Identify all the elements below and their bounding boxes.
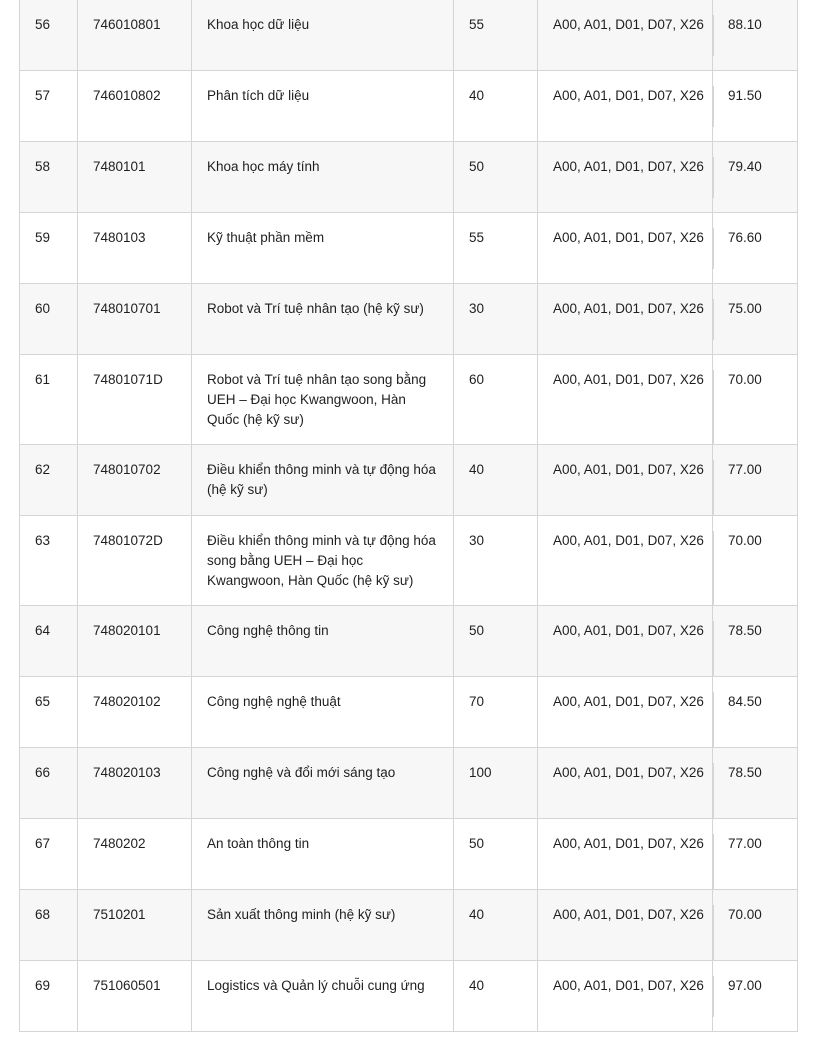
program-name-cell: Điều khiển thông minh và tự động hóa song bằng UEH – Đại học Kwangwoon, Hàn Quốc (hệ kỹ sư) [192,516,454,606]
row-number-cell: 62 [20,445,78,516]
table-row [20,213,798,284]
score-cell: 97.00 [713,961,798,1032]
score-cell: 70.00 [713,516,798,606]
row-number-cell: 64 [20,606,78,677]
quota-cell: 55 [454,213,538,284]
score-cell: 78.50 [713,748,798,819]
program-name-cell: An toàn thông tin [192,819,454,890]
subject-combination-cell: A00, A01, D01, D07, X26 [538,213,713,284]
score-cell: 77.00 [713,445,798,516]
program-name-cell: Robot và Trí tuệ nhân tạo (hệ kỹ sư) [192,284,454,355]
program-code-cell: 7480101 [78,142,192,213]
subject-combination-cell: A00, A01, D01, D07, X26 [538,677,713,748]
quota-cell: 50 [454,819,538,890]
quota-cell: 50 [454,142,538,213]
score-cell: 77.00 [713,819,798,890]
subject-combination-cell: A00, A01, D01, D07, X26 [538,961,713,1032]
program-code-cell: 74801071D [78,355,192,445]
table-row [20,890,798,961]
quota-cell: 40 [454,890,538,961]
admission-scores-table [19,0,798,1032]
program-code-cell: 7480202 [78,819,192,890]
score-cell: 79.40 [713,142,798,213]
table-body [20,0,798,1032]
table-row [20,748,798,819]
program-code-cell: 74801072D [78,516,192,606]
program-name-cell: Công nghệ thông tin [192,606,454,677]
subject-combination-cell: A00, A01, D01, D07, X26 [538,0,713,71]
program-name-cell: Khoa học máy tính [192,142,454,213]
subject-combination-cell: A00, A01, D01, D07, X26 [538,142,713,213]
row-number-cell: 66 [20,748,78,819]
subject-combination-cell: A00, A01, D01, D07, X26 [538,748,713,819]
score-cell: 70.00 [713,355,798,445]
score-cell: 84.50 [713,677,798,748]
program-code-cell: 746010802 [78,71,192,142]
score-cell: 70.00 [713,890,798,961]
program-name-cell: Công nghệ và đổi mới sáng tạo [192,748,454,819]
score-cell: 76.60 [713,213,798,284]
table-row [20,0,798,71]
table-row [20,516,798,606]
score-cell: 75.00 [713,284,798,355]
row-number-cell: 65 [20,677,78,748]
row-number-cell: 56 [20,0,78,71]
table-row [20,961,798,1032]
subject-combination-cell: A00, A01, D01, D07, X26 [538,890,713,961]
subject-combination-cell: A00, A01, D01, D07, X26 [538,516,713,606]
program-code-cell: 7480103 [78,213,192,284]
row-number-cell: 68 [20,890,78,961]
subject-combination-cell: A00, A01, D01, D07, X26 [538,71,713,142]
quota-cell: 30 [454,516,538,606]
row-number-cell: 61 [20,355,78,445]
row-number-cell: 67 [20,819,78,890]
subject-combination-cell: A00, A01, D01, D07, X26 [538,606,713,677]
program-code-cell: 748010702 [78,445,192,516]
program-name-cell: Điều khiển thông minh và tự động hóa (hệ kỹ sư) [192,445,454,516]
program-code-cell: 748020102 [78,677,192,748]
quota-cell: 30 [454,284,538,355]
score-cell: 78.50 [713,606,798,677]
row-number-cell: 58 [20,142,78,213]
row-number-cell: 57 [20,71,78,142]
program-name-cell: Khoa học dữ liệu [192,0,454,71]
program-name-cell: Công nghệ nghệ thuật [192,677,454,748]
table-row [20,445,798,516]
subject-combination-cell: A00, A01, D01, D07, X26 [538,819,713,890]
subject-combination-cell: A00, A01, D01, D07, X26 [538,445,713,516]
quota-cell: 55 [454,0,538,71]
program-name-cell: Kỹ thuật phần mềm [192,213,454,284]
table-row [20,355,798,445]
program-code-cell: 746010801 [78,0,192,71]
quota-cell: 40 [454,71,538,142]
program-name-cell: Logistics và Quản lý chuỗi cung ứng [192,961,454,1032]
program-code-cell: 748020103 [78,748,192,819]
program-code-cell: 748020101 [78,606,192,677]
quota-cell: 60 [454,355,538,445]
quota-cell: 50 [454,606,538,677]
table-row [20,284,798,355]
quota-cell: 100 [454,748,538,819]
subject-combination-cell: A00, A01, D01, D07, X26 [538,284,713,355]
table-row [20,71,798,142]
table-row [20,677,798,748]
table-row [20,606,798,677]
subject-combination-cell: A00, A01, D01, D07, X26 [538,355,713,445]
row-number-cell: 69 [20,961,78,1032]
quota-cell: 40 [454,961,538,1032]
row-number-cell: 59 [20,213,78,284]
program-name-cell: Phân tích dữ liệu [192,71,454,142]
row-number-cell: 60 [20,284,78,355]
program-code-cell: 7510201 [78,890,192,961]
quota-cell: 70 [454,677,538,748]
score-cell: 91.50 [713,71,798,142]
table-row [20,142,798,213]
quota-cell: 40 [454,445,538,516]
admission-scores-table-wrapper [19,0,797,1032]
program-code-cell: 751060501 [78,961,192,1032]
row-number-cell: 63 [20,516,78,606]
table-row [20,819,798,890]
program-name-cell: Robot và Trí tuệ nhân tạo song bằng UEH – Đại học Kwangwoon, Hàn Quốc (hệ kỹ sư) [192,355,454,445]
program-code-cell: 748010701 [78,284,192,355]
score-cell: 88.10 [713,0,798,71]
program-name-cell: Sản xuất thông minh (hệ kỹ sư) [192,890,454,961]
